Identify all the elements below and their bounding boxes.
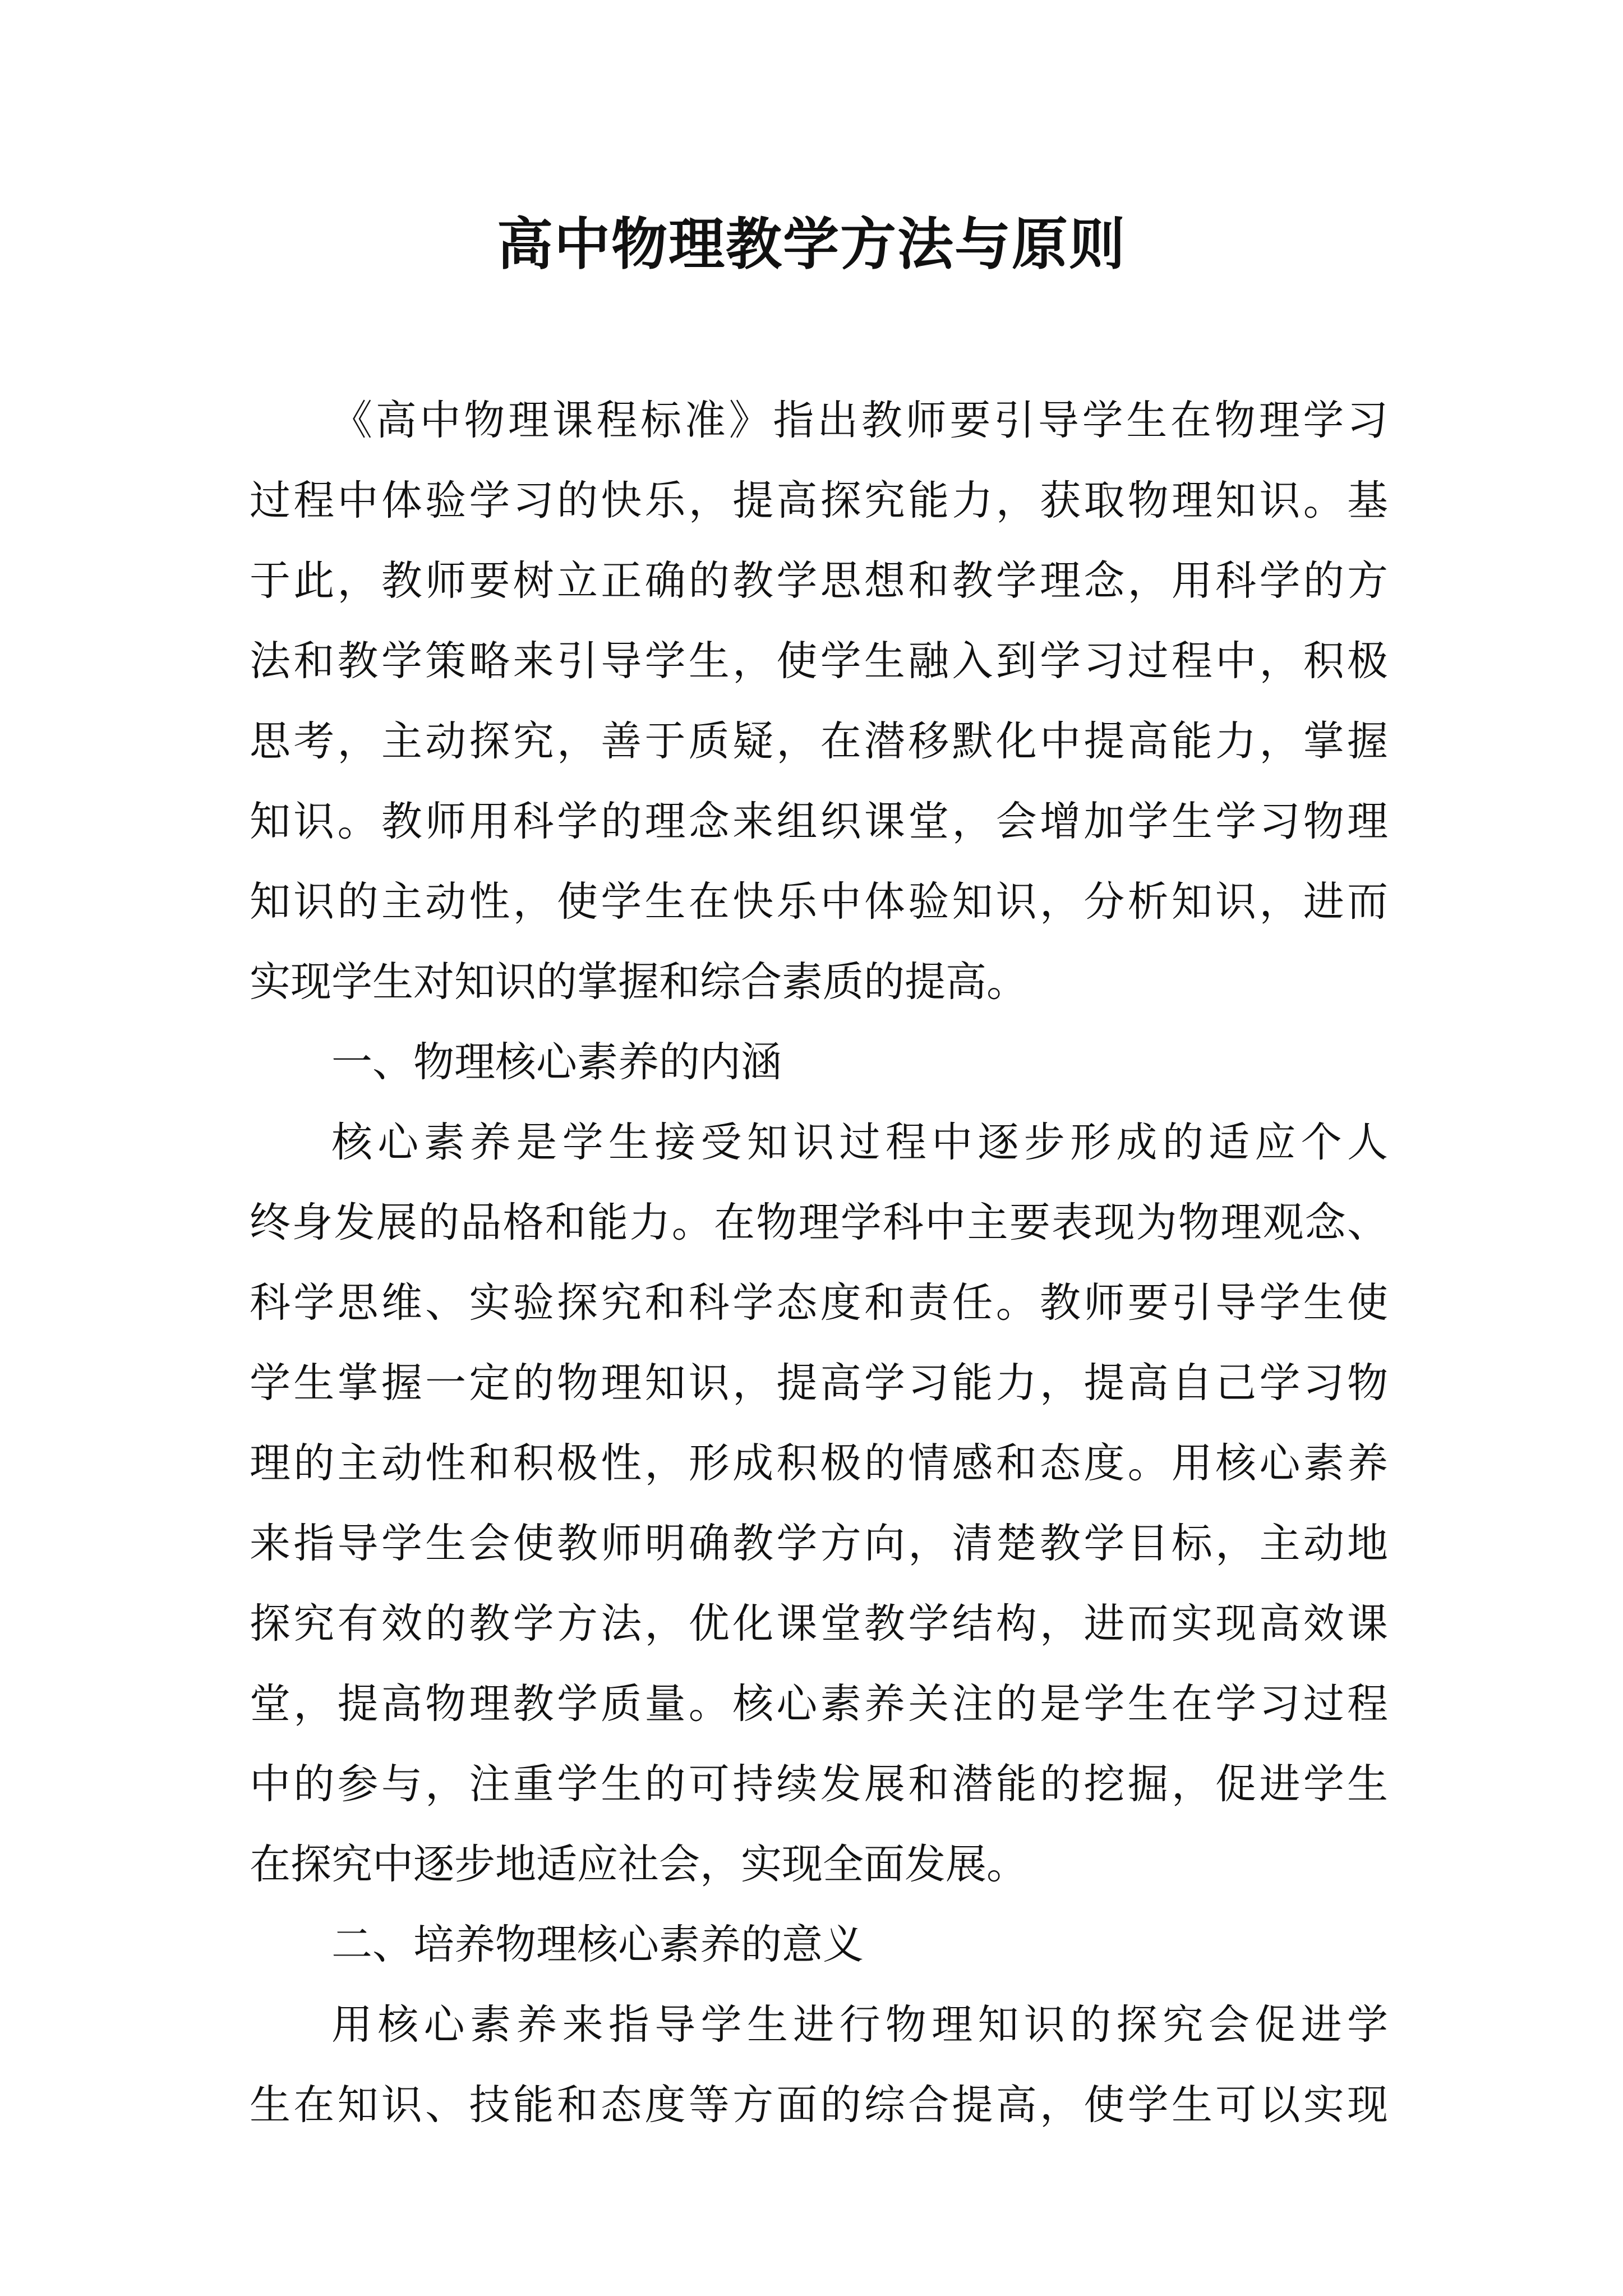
paragraph-line: 知识的主动性，使学生在快乐中体验知识，分析知识，进而 bbox=[250, 878, 1388, 926]
paragraph-line: 核心素养是学生接受知识过程中逐步形成的适应个人 bbox=[331, 1119, 1388, 1166]
paragraph-line: 在探究中逐步地适应社会，实现全面发展。 bbox=[250, 1841, 1027, 1888]
paragraph-line: 思考，主动探究，善于质疑，在潜移默化中提高能力，掌握 bbox=[250, 717, 1388, 765]
paragraph-line: 终身发展的品格和能力。在物理学科中主要表现为物理观念、 bbox=[250, 1199, 1388, 1246]
paragraph-line: 用核心素养来指导学生进行物理知识的探究会促进学 bbox=[331, 2001, 1388, 2049]
paragraph-line: 理的主动性和积极性，形成积极的情感和态度。用核心素养 bbox=[250, 1439, 1388, 1487]
document-body bbox=[250, 380, 1388, 2145]
section-heading: 二、培养物理核心素养的意义 bbox=[331, 1921, 864, 1968]
paragraph-line: 实现学生对知识的掌握和综合素质的提高。 bbox=[250, 958, 1027, 1006]
paragraph-line: 中的参与，注重学生的可持续发展和潜能的挖掘，促进学生 bbox=[250, 1760, 1388, 1808]
paragraph-line: 学生掌握一定的物理知识，提高学习能力，提高自己学习物 bbox=[250, 1359, 1388, 1407]
document-title: 高中物理教学方法与原则 bbox=[497, 211, 1126, 277]
section-heading: 一、物理核心素养的内涵 bbox=[331, 1038, 782, 1086]
paragraph-line: 堂，提高物理教学质量。核心素养关注的是学生在学习过程 bbox=[250, 1680, 1388, 1728]
paragraph-line: 来指导学生会使教师明确教学方向，清楚教学目标，主动地 bbox=[250, 1520, 1388, 1567]
paragraph-line: 法和教学策略来引导学生，使学生融入到学习过程中，积极 bbox=[250, 637, 1388, 685]
paragraph-line: 科学思维、实验探究和科学态度和责任。教师要引导学生使 bbox=[250, 1279, 1388, 1327]
paragraph-line: 于此，教师要树立正确的教学思想和教学理念，用科学的方 bbox=[250, 557, 1388, 605]
paragraph-line: 过程中体验学习的快乐，提高探究能力，获取物理知识。基 bbox=[250, 477, 1388, 524]
paragraph-line: 知识。教师用科学的理念来组织课堂，会增加学生学习物理 bbox=[250, 798, 1388, 845]
paragraph-line: 探究有效的教学方法，优化课堂教学结构，进而实现高效课 bbox=[250, 1600, 1388, 1648]
paragraph-line: 生在知识、技能和态度等方面的综合提高，使学生可以实现 bbox=[250, 2081, 1388, 2129]
paragraph-line: 《高中物理课程标准》指出教师要引导学生在物理学习 bbox=[331, 397, 1388, 444]
